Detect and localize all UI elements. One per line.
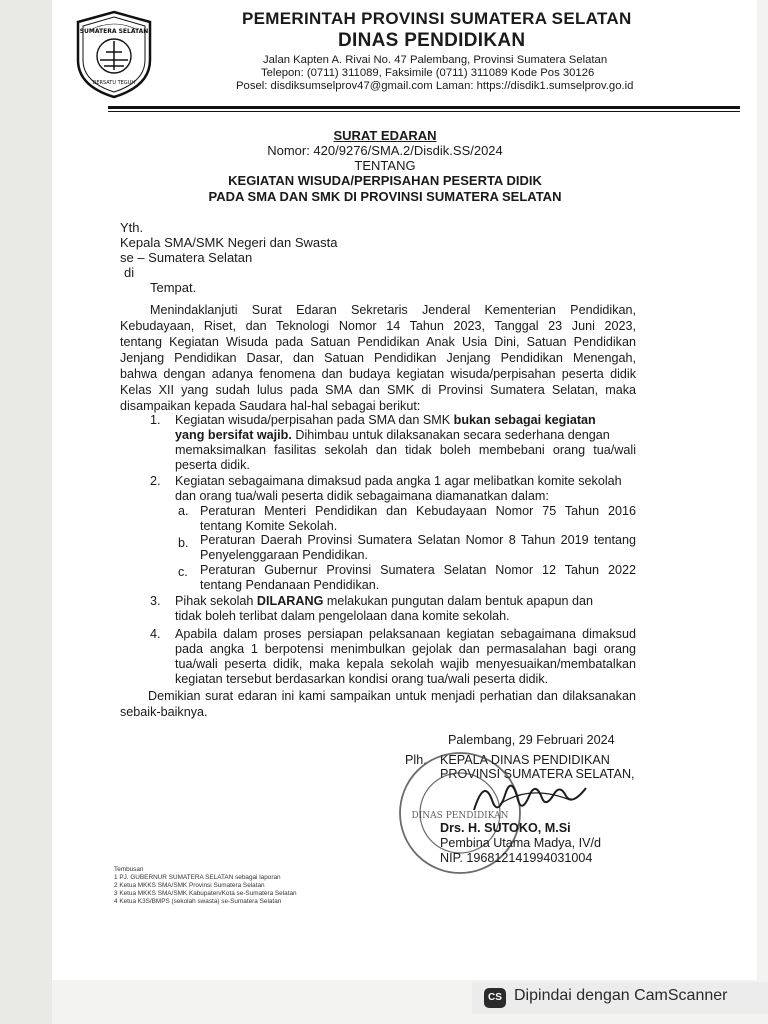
point-3-text: Pihak sekolah [175, 594, 257, 608]
signature-place-date: Palembang, 29 Februari 2024 [448, 733, 615, 747]
point-2c-letter: c. [178, 565, 188, 579]
copies-label: Tembusan [114, 866, 144, 873]
letterhead-department: DINAS PENDIDIKAN [338, 30, 526, 51]
document-subject-line-2: PADA SMA DAN SMK DI PROVINSI SUMATERA SELATAN [208, 189, 562, 204]
intro-line: Kelas XII yang sudah lulus pada SMA dan SMK di Provinsi Sumatera Selatan, maka [120, 383, 636, 397]
point-2a-letter: a. [178, 504, 189, 518]
intro-line: Jenjang Pendidikan Dasar, dan Satuan Pendidikan Jenjang Pendidikan Menengah, [120, 351, 636, 365]
copies-item: 4 Ketua K3S/BMPS (sekolah swasta) se-Sumatera Selatan [114, 898, 282, 905]
point-4-line-4: kegiatan tersebut berdasarkan kondisi orang tua/wali peserta didik. [175, 672, 549, 686]
point-3-line-1 [175, 594, 636, 608]
point-2a-line-2: tentang Komite Sekolah. [200, 519, 338, 533]
intro-line: tentang Kegiatan Wisuda pada Satuan Pendidikan Anak Usia Dini, Satuan Pendidikan [120, 335, 636, 349]
addressee-recipient: Kepala SMA/SMK Negeri dan Swasta [120, 235, 338, 250]
addressee-di: di [124, 265, 135, 280]
document-subject-line-1: KEGIATAN WISUDA/PERPISAHAN PESERTA DIDIK [228, 173, 542, 188]
point-4-line-2: pada angka 1 berpotensi menimbulkan gejolak dan permasalahan bagi orang [175, 642, 636, 656]
copies-item: 1 PJ. GUBERNUR SUMATERA SELATAN sebagai laporan [114, 874, 281, 881]
point-1-line-4: peserta didik. [175, 458, 250, 472]
signature-title-2: PROVINSI SUMATERA SELATAN, [440, 767, 635, 781]
document-type: SURAT EDARAN [333, 128, 437, 143]
point-1-number: 1. [150, 413, 161, 427]
point-2a-line-1: Peraturan Menteri Pendidikan dan Kebudayaan Nomor 75 Tahun 2016 [200, 504, 636, 518]
letterhead-government: PEMERINTAH PROVINSI SUMATERA SELATAN [242, 9, 632, 28]
point-2-line-1: Kegiatan sebagaimana dimaksud pada angka 1 agar melibatkan komite sekolah [175, 474, 622, 488]
closing-line-2: sebaik-baiknya. [120, 705, 208, 719]
point-2-number: 2. [150, 474, 161, 488]
intro-line: disampaikan kepada Saudara hal-hal sebagai berikut: [120, 399, 421, 413]
intro-line: bahwa dengan adanya fenomena dan budaya kegiatan wisuda/perpisahan peserta didik [120, 367, 636, 381]
addressee-salutation: Yth. [120, 220, 144, 235]
letterhead-rule-thick [108, 106, 740, 109]
addressee-region: se – Sumatera Selatan [120, 250, 253, 265]
intro-line: Kebudayaan, Riset, dan Teknologi Nomor 14 Tahun 2023, Tanggal 23 Juni 2023, [120, 319, 636, 333]
point-1-emphasis: bukan sebagai kegiatan [453, 413, 596, 427]
point-1-line-3: memaksimalkan fasilitas sekolah dan tidak boleh membebani orang tua/wali [175, 443, 636, 457]
point-3-number: 3. [150, 594, 161, 608]
document-about-label: TENTANG [354, 158, 416, 173]
stamp-text: DINAS PENDIDIKAN [411, 811, 509, 821]
point-2c-line-2: tentang Pendanaan Pendidikan. [200, 578, 380, 592]
point-1-text: Kegiatan wisuda/perpisahan pada SMA dan SMK [175, 413, 454, 427]
addressee-place: Tempat. [150, 280, 197, 295]
point-4-number: 4. [150, 627, 161, 641]
letterhead-address: Jalan Kapten A. Rivai No. 47 Palembang, Provinsi Sumatera Selatan [263, 54, 608, 66]
point-2b-line-1: Peraturan Daerah Provinsi Sumatera Selatan Nomor 8 Tahun 2019 tentang [200, 533, 636, 547]
point-1-line-1 [175, 413, 596, 427]
letterhead-contact: Posel: disdiksumselprov47@gmail.com Laman: https://disdik1.sumselprov.go.id [236, 80, 634, 92]
camscanner-logo-icon: CS [484, 988, 506, 1008]
copies-item: 3 Ketua MKKS SMA/SMK Kabupaten/Kota se-Sumatera Selatan [114, 890, 297, 897]
point-4-line-1: Apabila dalam proses persiapan pelaksanaan kegiatan sebagaimana dimaksud [175, 627, 636, 641]
point-1-line-2 [175, 428, 610, 442]
point-4-line-3: tua/wali peserta didik, maka kepala sekolah wajib menyesuaikan/membatalkan [175, 657, 636, 671]
signatory-rank: Pembina Utama Madya, IV/d [440, 836, 601, 850]
point-2b-letter: b. [178, 536, 189, 550]
seal-text-bottom: BERSATU TEGUH [92, 80, 136, 86]
point-3-emphasis: DILARANG [256, 594, 324, 608]
point-3-line-2: tidak boleh terlibat dalam pengelolaan dana komite sekolah. [175, 609, 510, 623]
point-2-line-2: dan orang tua/wali peserta didik sebagaimana diamanatkan dalam: [175, 489, 549, 503]
scan-margin [0, 0, 52, 1024]
camscanner-label: Dipindai dengan CamScanner [514, 987, 728, 1004]
intro-line: Menindaklanjuti Surat Edaran Sekretaris Jenderal Kementerian Pendidikan, [150, 303, 636, 317]
point-2c-line-1: Peraturan Gubernur Provinsi Sumatera Selatan Nomor 12 Tahun 2022 [200, 563, 636, 577]
letterhead-phone: Telepon: (0711) 311089, Faksimile (0711) 311089 Kode Pos 30126 [261, 67, 595, 79]
letterhead-rule-thin [108, 111, 740, 112]
point-1-emphasis-2: yang bersifat wajib. [175, 428, 292, 442]
signatory-nip: NIP. 196812141994031004 [440, 851, 593, 865]
signature-title-1: KEPALA DINAS PENDIDIKAN [440, 753, 610, 767]
document-number: Nomor: 420/9276/SMA.2/Disdik.SS/2024 [267, 143, 503, 158]
point-3-text-2: melakukan pungutan dalam bentuk apapun dan [323, 594, 593, 608]
point-1-text-2: Dihimbau untuk dilaksanakan secara sederhana dengan [291, 428, 610, 442]
seal-text-top: SUMATERA SELATAN [79, 28, 149, 35]
signature-plh: Plh. [405, 753, 427, 767]
closing-line-1: Demikian surat edaran ini kami sampaikan untuk menjadi perhatian dan dilaksanakan [148, 689, 636, 703]
province-seal-logo [68, 8, 160, 100]
signatory-name: Drs. H. SUTOKO, M.Si [440, 821, 571, 835]
copies-item: 2 Ketua MKKS SMA/SMK Provinsi Sumatera Selatan [114, 882, 265, 889]
point-2b-line-2: Penyelenggaraan Pendidikan. [200, 548, 369, 562]
